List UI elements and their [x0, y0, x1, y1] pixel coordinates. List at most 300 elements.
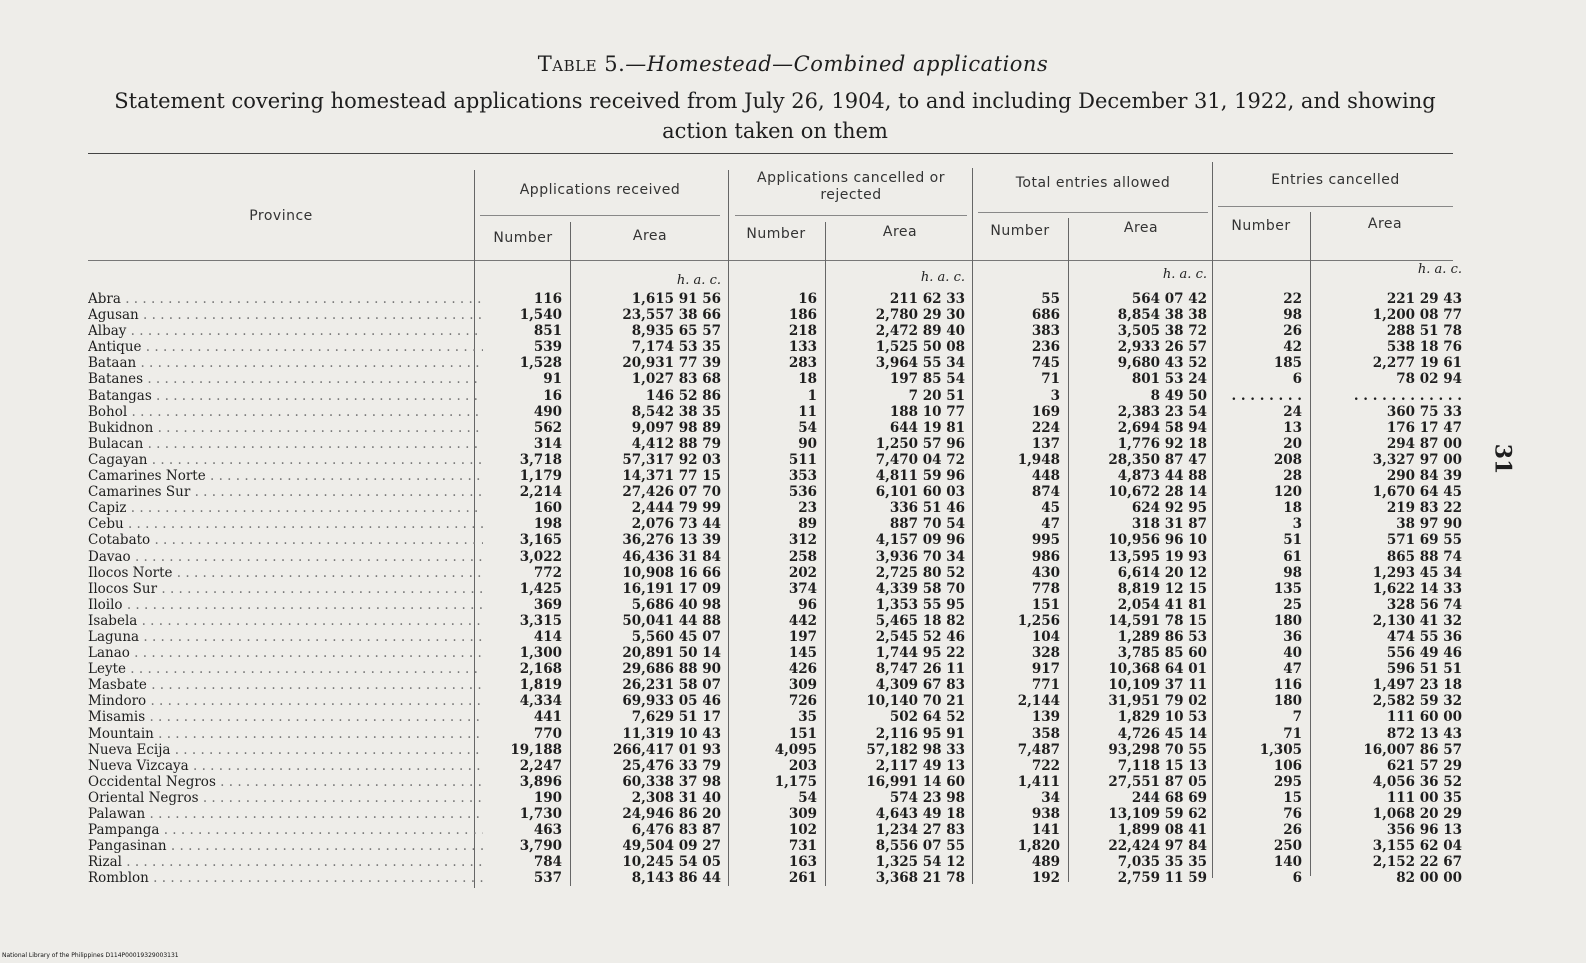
province-cell: Oriental Negros . . .	[88, 790, 483, 806]
received-number-cell: 16	[543, 387, 562, 404]
allowed-number-cell: 224	[1031, 419, 1060, 436]
entries-cancelled-number-cell: 6	[1292, 371, 1302, 388]
received-area-cell: 1,615 91 56	[631, 291, 721, 307]
table-row	[0, 549, 1586, 565]
received-number-cell: 1,730	[519, 806, 562, 822]
allowed-area-cell: 7,118 15 13	[1117, 757, 1207, 774]
province-cell: Misamis . . .	[88, 709, 483, 725]
province-cell: Cagayan . . .	[88, 452, 483, 468]
entries-cancelled-number-cell: 24	[1283, 403, 1302, 420]
table-row	[0, 613, 1586, 629]
table-row	[0, 468, 1586, 484]
cancelled-number-cell: 96	[798, 596, 817, 613]
entries-cancelled-area-cell: 176 17 47	[1386, 419, 1462, 436]
cancelled-number-cell: 16	[798, 291, 817, 307]
cancelled-area-cell: 644 19 81	[889, 419, 965, 436]
allowed-area-cell: 2,694 58 94	[1117, 419, 1207, 436]
province-cell: Bataan . . .	[88, 355, 483, 371]
table-row	[0, 565, 1586, 581]
allowed-number-cell: 236	[1031, 339, 1060, 356]
allowed-area-cell: 93,298 70 55	[1108, 741, 1207, 758]
received-number-cell: 539	[533, 339, 562, 356]
received-area-cell: 36,276 13 39	[622, 532, 721, 549]
cancelled-area-cell: 16,991 14 60	[866, 773, 965, 790]
cancelled-area-cell: 2,472 89 40	[875, 323, 965, 340]
entries-cancelled-number-cell: 51	[1283, 532, 1302, 549]
group-rule-3	[978, 212, 1208, 213]
province-cell: Lanao . . .	[88, 645, 483, 661]
entries-cancelled-area-cell: 294 87 00	[1386, 435, 1462, 452]
table-row	[0, 452, 1586, 468]
entries-cancelled-area-cell: 1,670 64 45	[1372, 484, 1462, 501]
table-row	[0, 532, 1586, 548]
top-rule	[88, 153, 1453, 154]
entries-cancelled-area-cell: 556 49 46	[1386, 645, 1462, 662]
received-number-cell: 3,315	[519, 612, 562, 629]
table-row	[0, 838, 1586, 854]
entries-cancelled-area-cell: 621 57 29	[1386, 757, 1462, 774]
allowed-area-cell: 10,109 37 11	[1108, 677, 1207, 694]
allowed-area-cell: 4,726 45 14	[1117, 725, 1207, 742]
table-row	[0, 339, 1586, 355]
cancelled-area-cell: 5,465 18 82	[875, 612, 965, 629]
cancelled-number-cell: 309	[788, 677, 817, 694]
cancelled-number-cell: 203	[788, 757, 817, 774]
table-row	[0, 516, 1586, 532]
province-cell: Capiz . . .	[88, 500, 483, 516]
province-cell: Camarines Sur . . .	[88, 484, 483, 500]
received-number-cell: 3,718	[519, 451, 562, 468]
cancelled-area-cell: 7,470 04 72	[875, 451, 965, 468]
entries-cancelled-area-cell: 2,152 22 67	[1372, 854, 1462, 871]
received-number-cell: 3,165	[519, 532, 562, 549]
allowed-number-cell: 3	[1050, 387, 1060, 404]
received-area-cell: 6,476 83 87	[631, 822, 721, 839]
received-number-cell: 2,214	[519, 484, 562, 501]
allowed-number-cell: 1,820	[1017, 838, 1060, 855]
table-row	[0, 404, 1586, 420]
province-cell: Cotabato . . .	[88, 532, 483, 548]
allowed-area-cell: 2,759 11 59	[1117, 870, 1207, 887]
allowed-number-cell: 778	[1031, 580, 1060, 597]
table-row	[0, 371, 1586, 387]
allowed-area-cell: 10,368 64 01	[1108, 661, 1207, 678]
received-area-cell: 5,560 45 07	[631, 628, 721, 645]
cancelled-area-cell: 2,725 80 52	[875, 564, 965, 581]
cancelled-area-cell: 6,101 60 03	[875, 484, 965, 501]
entries-cancelled-number-cell: 3	[1292, 516, 1302, 533]
allowed-area-cell: 8,819 12 15	[1117, 580, 1207, 597]
allowed-number-cell: 722	[1031, 757, 1060, 774]
entries-cancelled-number-cell: 106	[1273, 757, 1302, 774]
table-row	[0, 420, 1586, 436]
received-number-cell: 19,188	[510, 741, 562, 758]
received-area-cell: 10,908 16 66	[622, 564, 721, 581]
cancelled-number-cell: 90	[798, 435, 817, 452]
allowed-number-cell: 34	[1041, 789, 1060, 806]
entries-cancelled-area-cell: 3,327 97 00	[1372, 451, 1462, 468]
allowed-number-cell: 745	[1031, 355, 1060, 372]
allowed-area-cell: 1,289 86 53	[1117, 628, 1207, 645]
table-row	[0, 726, 1586, 742]
allowed-number-cell: 71	[1041, 371, 1060, 388]
allowed-area-cell: 13,109 59 62	[1108, 806, 1207, 822]
cancelled-number-cell: 283	[788, 355, 817, 372]
allowed-area-cell: 1,776 92 18	[1117, 435, 1207, 452]
received-number-cell: 1,300	[519, 645, 562, 662]
entries-cancelled-number-cell: . . . . . . . .	[1231, 387, 1302, 404]
received-area-cell: 8,542 38 35	[631, 403, 721, 420]
entries-cancelled-number-cell: 208	[1273, 451, 1302, 468]
received-area-cell: 27,426 07 70	[622, 484, 721, 501]
received-area-cell: 60,338 37 98	[622, 773, 721, 790]
table-row	[0, 693, 1586, 709]
allowed-area-cell: 244 68 69	[1131, 789, 1207, 806]
received-number-cell: 784	[533, 854, 562, 871]
allowed-number-cell: 47	[1041, 516, 1060, 533]
entries-cancelled-area-cell: 356 96 13	[1386, 822, 1462, 839]
allowed-number-cell: 137	[1031, 435, 1060, 452]
cancelled-number-cell: 11	[798, 403, 817, 420]
received-number-cell: 537	[533, 870, 562, 887]
table-row	[0, 581, 1586, 597]
footer-note: National Library of the Philippines D114P00019329003131	[2, 952, 179, 959]
entries-cancelled-number-cell: 26	[1283, 323, 1302, 340]
province-cell: Batanes . . .	[88, 371, 483, 387]
table-row	[0, 790, 1586, 806]
cancelled-area-cell: 3,964 55 34	[875, 355, 965, 372]
entries-cancelled-number-cell: 185	[1273, 355, 1302, 372]
entries-cancelled-area-cell: 78 02 94	[1396, 371, 1462, 388]
received-area-cell: 20,891 50 14	[622, 645, 721, 662]
received-area-cell: 9,097 98 89	[631, 419, 721, 436]
table-row	[0, 307, 1586, 323]
allowed-area-cell: 8 49 50	[1150, 387, 1207, 404]
allowed-area-cell: 10,956 96 10	[1108, 532, 1207, 549]
allowed-number-cell: 383	[1031, 323, 1060, 340]
cancelled-area-cell: 1,744 95 22	[875, 645, 965, 662]
cancelled-area-cell: 1,353 55 95	[875, 596, 965, 613]
entries-cancelled-area-cell: 1,622 14 33	[1372, 580, 1462, 597]
entries-cancelled-area-cell: 538 18 76	[1386, 339, 1462, 356]
cancelled-number-cell: 102	[788, 822, 817, 839]
received-area-cell: 4,412 88 79	[631, 435, 721, 452]
received-number-cell: 490	[533, 403, 562, 420]
allowed-area-cell: 10,672 28 14	[1108, 484, 1207, 501]
received-number-cell: 770	[533, 725, 562, 742]
entries-cancelled-number-cell: 116	[1273, 677, 1302, 694]
cancelled-area-cell: 887 70 54	[889, 516, 965, 533]
entries-cancelled-number-cell: 135	[1273, 580, 1302, 597]
group-rule-4	[1218, 206, 1453, 207]
allowed-area-cell: 31,951 79 02	[1108, 693, 1207, 710]
cancelled-number-cell: 133	[788, 339, 817, 356]
allowed-area-cell: 2,383 23 54	[1117, 403, 1207, 420]
received-number-cell: 314	[533, 435, 562, 452]
entries-cancelled-area-cell: 1,068 20 29	[1372, 806, 1462, 822]
received-number-cell: 2,168	[519, 661, 562, 678]
allowed-area-cell: 2,933 26 57	[1117, 339, 1207, 356]
entries-cancelled-area-cell: 288 51 78	[1386, 323, 1462, 340]
table-row	[0, 774, 1586, 790]
province-cell: Bulacan . . .	[88, 436, 483, 452]
cancelled-area-cell: 4,157 09 96	[875, 532, 965, 549]
header-total-entries: Total entries allowed	[1015, 175, 1171, 191]
table-body	[0, 291, 1586, 886]
province-cell: Davao . . .	[88, 549, 483, 565]
province-cell: Ilocos Sur . . .	[88, 581, 483, 597]
entries-cancelled-number-cell: 15	[1283, 789, 1302, 806]
header-number: Number	[746, 226, 806, 242]
header-applications-received: Applications received	[519, 182, 681, 198]
entries-cancelled-number-cell: 1,305	[1259, 741, 1302, 758]
allowed-area-cell: 2,054 41 81	[1117, 596, 1207, 613]
allowed-number-cell: 7,487	[1017, 741, 1060, 758]
cancelled-number-cell: 23	[798, 500, 817, 517]
received-number-cell: 851	[533, 323, 562, 340]
table-title	[0, 52, 1586, 76]
cancelled-number-cell: 145	[788, 645, 817, 662]
received-area-cell: 8,143 86 44	[631, 870, 721, 887]
province-cell: Masbate . . .	[88, 677, 483, 693]
cancelled-area-cell: 336 51 46	[889, 500, 965, 517]
allowed-area-cell: 7,035 35 35	[1117, 854, 1207, 871]
entries-cancelled-number-cell: 18	[1283, 500, 1302, 517]
received-area-cell: 8,935 65 57	[631, 323, 721, 340]
province-cell: Iloilo . . .	[88, 597, 483, 613]
table-row	[0, 323, 1586, 339]
cancelled-number-cell: 197	[788, 628, 817, 645]
allowed-number-cell: 151	[1031, 596, 1060, 613]
table-row	[0, 291, 1586, 307]
entries-cancelled-number-cell: 7	[1292, 709, 1302, 726]
received-number-cell: 4,334	[519, 693, 562, 710]
entries-cancelled-area-cell: 111 00 35	[1386, 789, 1462, 806]
received-number-cell: 772	[533, 564, 562, 581]
entries-cancelled-number-cell: 76	[1283, 806, 1302, 822]
received-number-cell: 463	[533, 822, 562, 839]
table-row	[0, 822, 1586, 838]
table-row	[0, 742, 1586, 758]
cancelled-area-cell: 3,936 70 34	[875, 548, 965, 565]
entries-cancelled-area-cell: 328 56 74	[1386, 596, 1462, 613]
table-row	[0, 388, 1586, 404]
table-row	[0, 806, 1586, 822]
received-area-cell: 1,027 83 68	[631, 371, 721, 388]
cancelled-area-cell: 8,556 07 55	[875, 838, 965, 855]
province-cell: Abra . . .	[88, 291, 483, 307]
cancelled-area-cell: 197 85 54	[889, 371, 965, 388]
entries-cancelled-area-cell: 290 84 39	[1386, 468, 1462, 485]
cancelled-area-cell: 1,325 54 12	[875, 854, 965, 871]
entries-cancelled-area-cell: 2,130 41 32	[1372, 612, 1462, 629]
allowed-number-cell: 686	[1031, 307, 1060, 324]
province-cell: Bukidnon . . .	[88, 420, 483, 436]
province-cell: Camarines Norte . . .	[88, 468, 483, 484]
entries-cancelled-area-cell: 82 00 00	[1396, 870, 1462, 887]
allowed-number-cell: 986	[1031, 548, 1060, 565]
allowed-number-cell: 139	[1031, 709, 1060, 726]
province-cell: Albay . . .	[88, 323, 483, 339]
allowed-number-cell: 1,948	[1017, 451, 1060, 468]
allowed-area-cell: 3,505 38 72	[1117, 323, 1207, 340]
received-area-cell: 7,629 51 17	[631, 709, 721, 726]
entries-cancelled-number-cell: 28	[1283, 468, 1302, 485]
entries-cancelled-number-cell: 40	[1283, 645, 1302, 662]
cancelled-number-cell: 4,095	[774, 741, 817, 758]
table-statement: Statement covering homestead applications received from July 26, 1904, to and including December 31, 1922, and showing action taken on them	[114, 89, 1436, 143]
entries-cancelled-area-cell: . . . . . . . . . . . .	[1353, 387, 1462, 404]
province-cell: Laguna . . .	[88, 629, 483, 645]
entries-cancelled-number-cell: 180	[1273, 612, 1302, 629]
received-area-cell: 20,931 77 39	[622, 355, 721, 372]
cancelled-area-cell: 1,250 57 96	[875, 435, 965, 452]
allowed-number-cell: 938	[1031, 806, 1060, 822]
allowed-number-cell: 45	[1041, 500, 1060, 517]
received-area-cell: 2,444 79 99	[631, 500, 721, 517]
allowed-number-cell: 141	[1031, 822, 1060, 839]
entries-cancelled-number-cell: 120	[1273, 484, 1302, 501]
entries-cancelled-number-cell: 36	[1283, 628, 1302, 645]
cancelled-area-cell: 2,117 49 13	[875, 757, 965, 774]
province-cell: Palawan . . .	[88, 806, 483, 822]
province-cell: Isabela . . .	[88, 613, 483, 629]
cancelled-area-cell: 211 62 33	[889, 291, 965, 307]
received-area-cell: 69,933 05 46	[622, 693, 721, 710]
cancelled-number-cell: 186	[788, 307, 817, 324]
province-cell: Pampanga . . .	[88, 822, 483, 838]
units-label: h. a. c.	[1162, 267, 1207, 282]
received-area-cell: 24,946 86 20	[622, 806, 721, 822]
allowed-number-cell: 2,144	[1017, 693, 1060, 710]
cancelled-number-cell: 312	[788, 532, 817, 549]
received-area-cell: 2,076 73 44	[631, 516, 721, 533]
received-number-cell: 190	[533, 789, 562, 806]
received-number-cell: 1,528	[519, 355, 562, 372]
cancelled-area-cell: 57,182 98 33	[866, 741, 965, 758]
allowed-area-cell: 8,854 38 38	[1117, 307, 1207, 324]
entries-cancelled-number-cell: 20	[1283, 435, 1302, 452]
cancelled-area-cell: 4,643 49 18	[875, 806, 965, 822]
table-row	[0, 677, 1586, 693]
received-number-cell: 3,790	[519, 838, 562, 855]
allowed-number-cell: 430	[1031, 564, 1060, 581]
cancelled-number-cell: 731	[788, 838, 817, 855]
received-area-cell: 7,174 53 35	[631, 339, 721, 356]
province-cell: Pangasinan . . .	[88, 838, 483, 854]
province-cell: Cebu . . .	[88, 516, 483, 532]
entries-cancelled-area-cell: 4,056 36 52	[1372, 773, 1462, 790]
entries-cancelled-number-cell: 25	[1283, 596, 1302, 613]
cancelled-area-cell: 8,747 26 11	[875, 661, 965, 678]
cancelled-area-cell: 4,811 59 96	[875, 468, 965, 485]
received-area-cell: 146 52 86	[645, 387, 721, 404]
header-rule	[88, 260, 1453, 261]
received-area-cell: 16,191 17 09	[622, 580, 721, 597]
table-row	[0, 645, 1586, 661]
received-area-cell: 49,504 09 27	[622, 838, 721, 855]
group-rule-1	[480, 215, 720, 216]
received-number-cell: 198	[533, 516, 562, 533]
entries-cancelled-number-cell: 295	[1273, 773, 1302, 790]
allowed-area-cell: 27,551 87 05	[1108, 773, 1207, 790]
cancelled-number-cell: 163	[788, 854, 817, 871]
cancelled-area-cell: 2,545 52 46	[875, 628, 965, 645]
received-number-cell: 91	[543, 371, 562, 388]
cancelled-area-cell: 188 10 77	[889, 403, 965, 420]
cancelled-number-cell: 442	[788, 612, 817, 629]
received-number-cell: 116	[533, 291, 562, 307]
cancelled-number-cell: 353	[788, 468, 817, 485]
cancelled-area-cell: 7 20 51	[908, 387, 965, 404]
allowed-area-cell: 1,829 10 53	[1117, 709, 1207, 726]
table-row	[0, 355, 1586, 371]
province-cell: Rizal . . .	[88, 854, 483, 870]
allowed-area-cell: 3,785 85 60	[1117, 645, 1207, 662]
allowed-area-cell: 14,591 78 15	[1108, 612, 1207, 629]
allowed-area-cell: 318 31 87	[1131, 516, 1207, 533]
cancelled-number-cell: 218	[788, 323, 817, 340]
received-number-cell: 369	[533, 596, 562, 613]
cancelled-area-cell: 3,368 21 78	[875, 870, 965, 887]
province-cell: Mountain . . .	[88, 726, 483, 742]
cancelled-number-cell: 511	[788, 451, 817, 468]
received-number-cell: 3,022	[519, 548, 562, 565]
allowed-number-cell: 358	[1031, 725, 1060, 742]
entries-cancelled-area-cell: 221 29 43	[1386, 291, 1462, 307]
header-province: Province	[249, 208, 313, 224]
entries-cancelled-area-cell: 2,582 59 32	[1372, 693, 1462, 710]
received-area-cell: 23,557 38 66	[622, 307, 721, 324]
province-cell: Nueva Ecija . . .	[88, 742, 483, 758]
entries-cancelled-area-cell: 360 75 33	[1386, 403, 1462, 420]
received-number-cell: 1,540	[519, 307, 562, 324]
entries-cancelled-number-cell: 6	[1292, 870, 1302, 887]
cancelled-number-cell: 18	[798, 371, 817, 388]
received-number-cell: 160	[533, 500, 562, 517]
table-row	[0, 758, 1586, 774]
entries-cancelled-area-cell: 571 69 55	[1386, 532, 1462, 549]
cancelled-number-cell: 1,175	[774, 773, 817, 790]
allowed-number-cell: 169	[1031, 403, 1060, 420]
province-cell: Antique . . .	[88, 339, 483, 355]
cancelled-number-cell: 258	[788, 548, 817, 565]
entries-cancelled-area-cell: 3,155 62 04	[1372, 838, 1462, 855]
allowed-number-cell: 771	[1031, 677, 1060, 694]
received-area-cell: 2,308 31 40	[631, 789, 721, 806]
entries-cancelled-area-cell: 1,497 23 18	[1372, 677, 1462, 694]
allowed-number-cell: 448	[1031, 468, 1060, 485]
received-area-cell: 29,686 88 90	[622, 661, 721, 678]
entries-cancelled-number-cell: 42	[1283, 339, 1302, 356]
cancelled-number-cell: 726	[788, 693, 817, 710]
received-area-cell: 11,319 10 43	[622, 725, 721, 742]
table-row	[0, 854, 1586, 870]
entries-cancelled-area-cell: 219 83 22	[1386, 500, 1462, 517]
province-cell: Occidental Negros . . .	[88, 774, 483, 790]
table-row	[0, 436, 1586, 452]
received-area-cell: 26,231 58 07	[622, 677, 721, 694]
entries-cancelled-number-cell: 26	[1283, 822, 1302, 839]
allowed-number-cell: 489	[1031, 854, 1060, 871]
received-number-cell: 1,819	[519, 677, 562, 694]
entries-cancelled-area-cell: 865 88 74	[1386, 548, 1462, 565]
received-area-cell: 10,245 54 05	[622, 854, 721, 871]
province-cell: Batangas . . .	[88, 388, 483, 404]
cancelled-area-cell: 4,309 67 83	[875, 677, 965, 694]
table-row	[0, 709, 1586, 725]
allowed-number-cell: 104	[1031, 628, 1060, 645]
